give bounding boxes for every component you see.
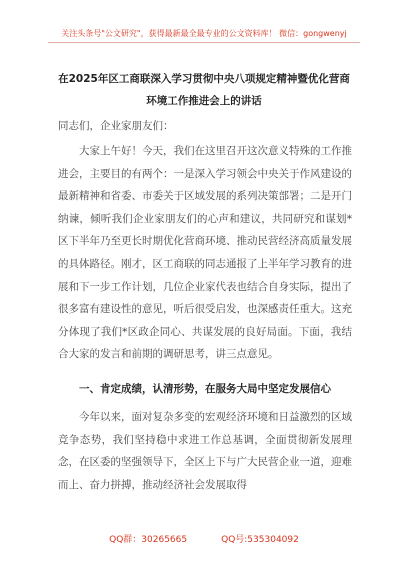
- intro-paragraph: 大家上午好！今天，我们在这里召开这次意义特殊的工作推进会，主要目的有两个：一是深入学习领会中央关于作风建设的最新精神和省委、市委关于区域发展的系列决策部署；二是开门纳谏，倾听我们企业家朋友们的心声和建议，共同研究和谋划*区下半年乃至更长时期优化营商环境、推动民营经济高质量发展的具体路径。刚才，区工商联的同志通报了上半年学习教育的进展和下一步工作计划，几位企业家代表也结合自身实际，提出了很多富有建设性的意见，听后很受启发，也深感责任重大。这充分体现了我们*区政企同心、共谋发展的良好局面。下面，我结合大家的发言和前期的调研思考，讲三点意见。: [58, 145, 352, 361]
- salutation: 同志们，企业家朋友们：: [58, 120, 174, 132]
- section-1-paragraph: 今年以来，面对复杂多变的宏观经济环境和日益激烈的区域竞争态势，我们坚持稳中求进工作总基调，全面贯彻新发展理念，在区委的坚强领导下，全区上下与广大民营企业一道，迎难而上、奋力拼搏，推动经济社会发展取得: [58, 411, 352, 491]
- document-title-line-2: 环境工作推进会上的讲话: [146, 95, 262, 107]
- header-divider: [48, 42, 360, 43]
- header-promo-banner: 关注头条号"公文研究"，获得最新最全最专业的公文资料库！ 微信：gongwenyj: [61, 29, 347, 38]
- section-1-heading: 一、肯定成绩，认清形势，在服务大局中坚定发展信心: [79, 383, 331, 395]
- footer-qq-number: QQ号:535304092: [221, 535, 299, 545]
- document-title-line-1: 在2025年区工商联深入学习贯彻中央八项规定精神暨优化营商: [58, 73, 350, 85]
- footer-contacts: [0, 532, 408, 545]
- footer-qq-group: QQ群：30265665: [109, 535, 188, 545]
- document-title: [48, 68, 360, 112]
